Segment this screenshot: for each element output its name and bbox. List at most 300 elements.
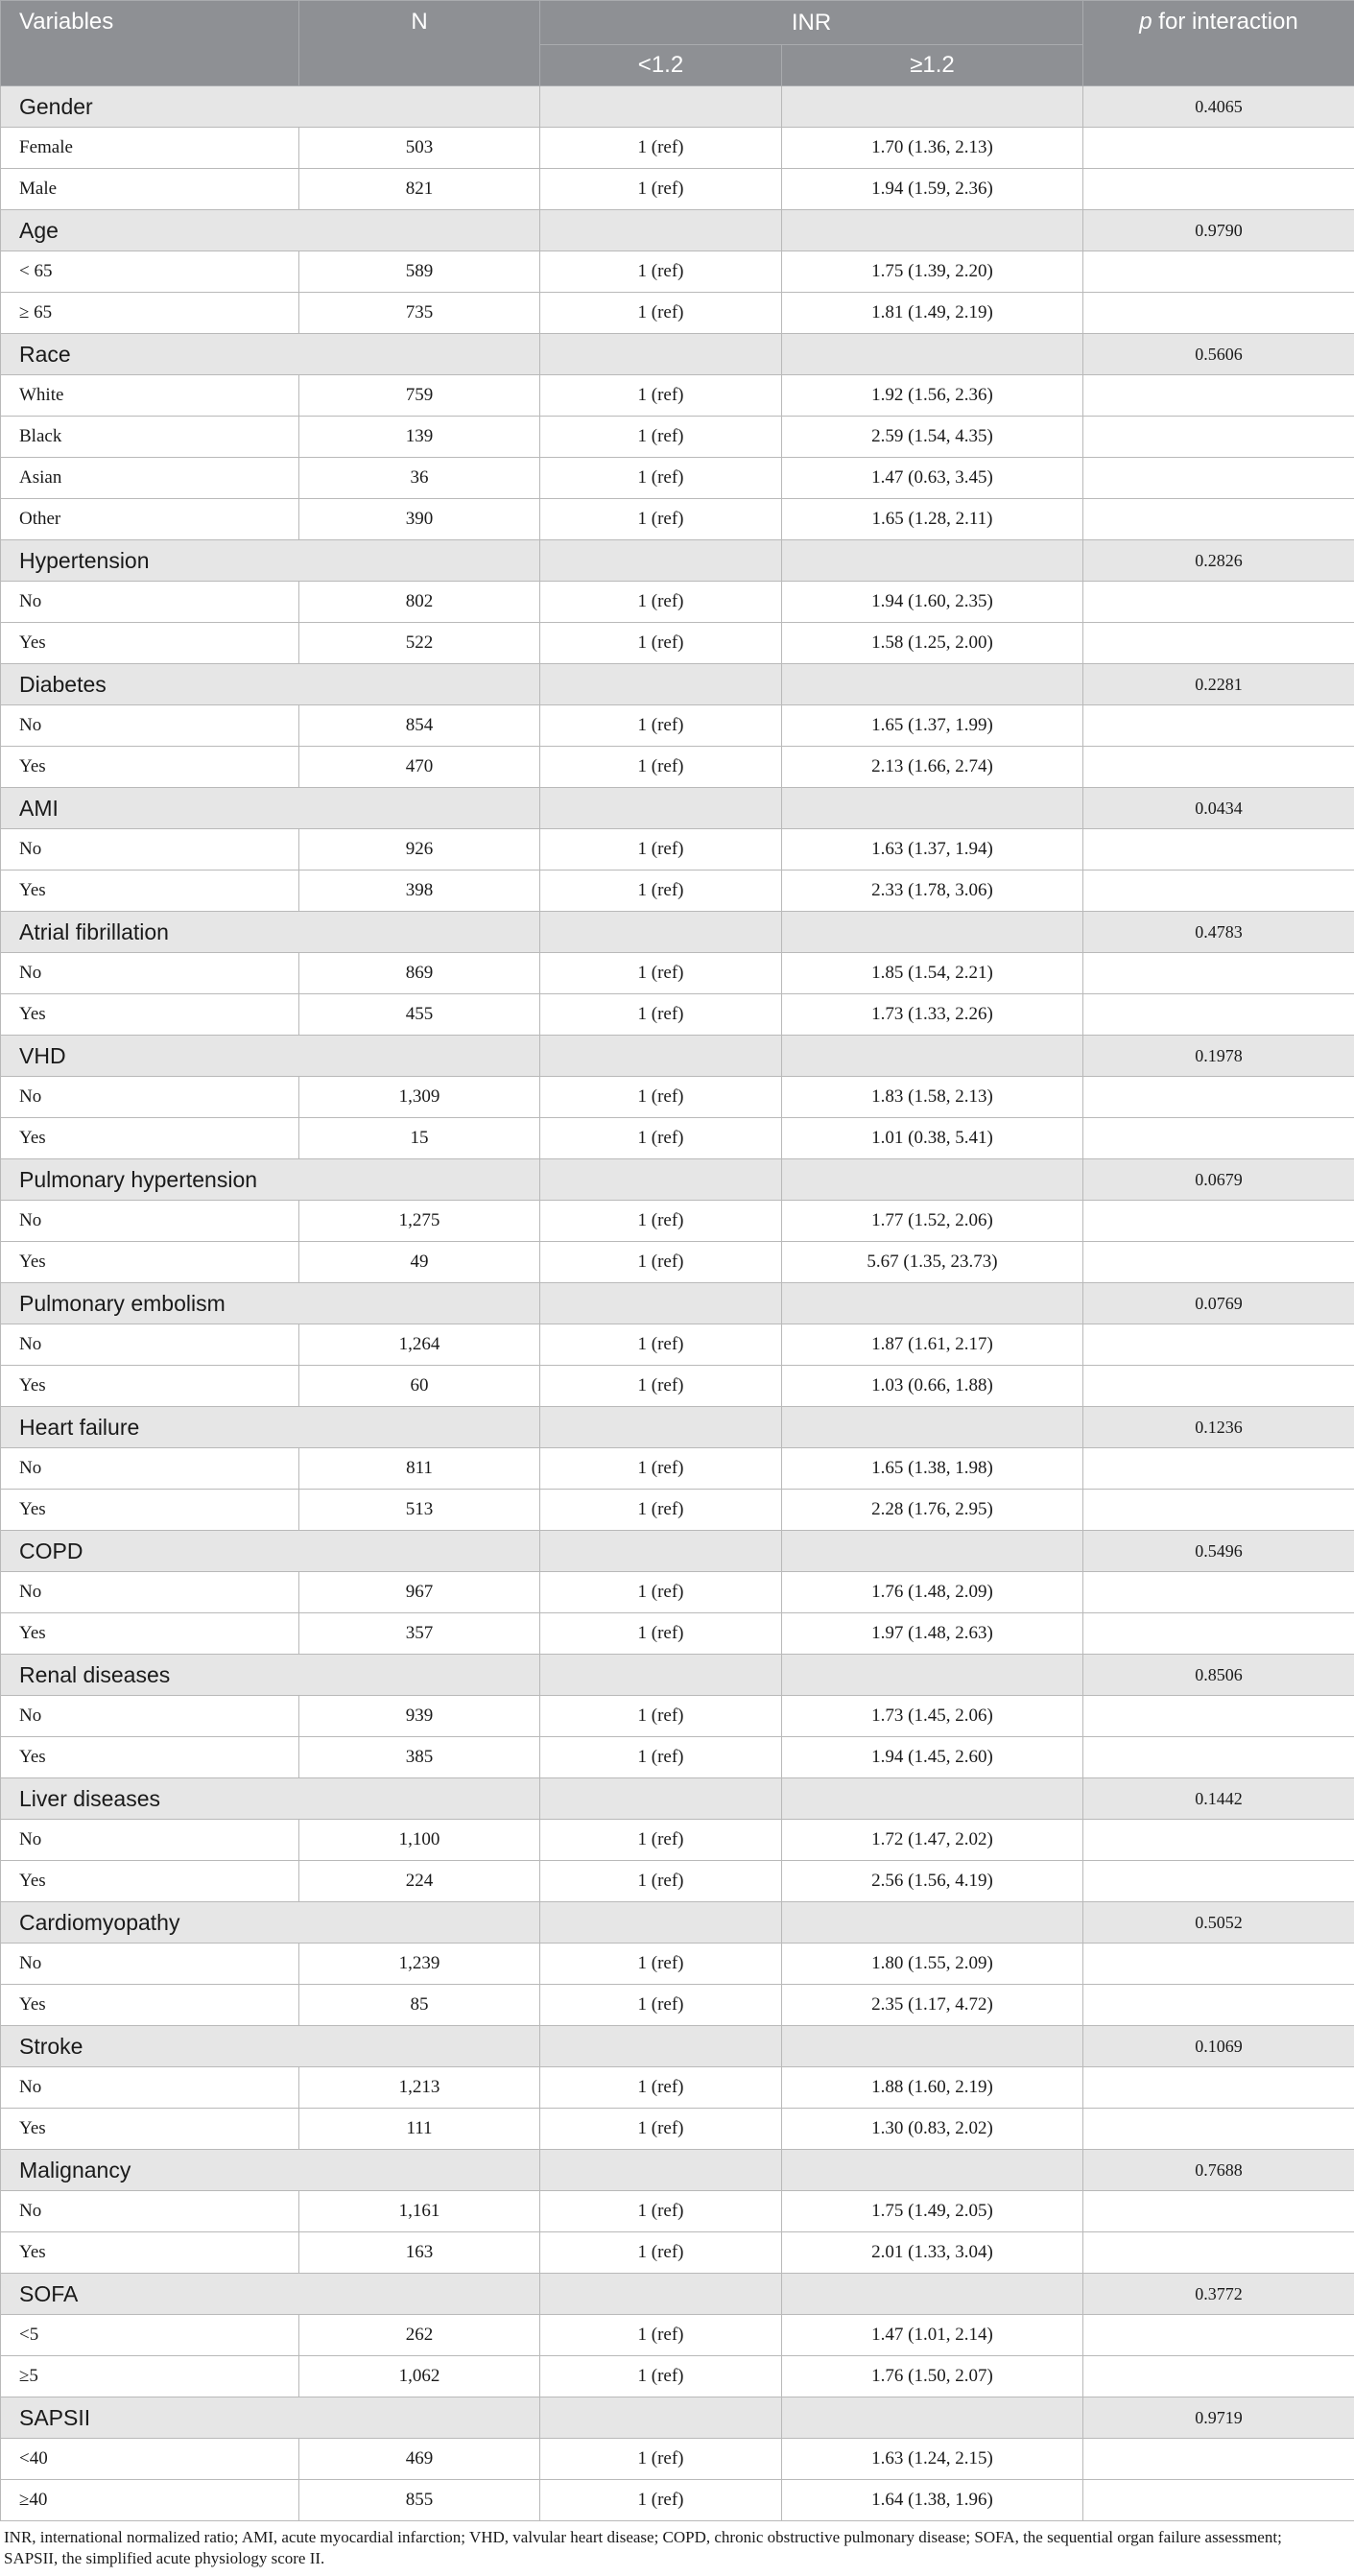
hazard-ratio-ci: 1.92 (1.56, 2.36)	[782, 375, 1083, 417]
group-spacer	[782, 334, 1083, 375]
group-name: AMI	[1, 788, 540, 829]
n-count: 390	[299, 499, 540, 540]
hazard-ratio-ci: 1.94 (1.60, 2.35)	[782, 582, 1083, 623]
group-spacer	[782, 2150, 1083, 2191]
subgroup-label: No	[1, 1944, 299, 1985]
table-row	[1, 1944, 1354, 1985]
table-row	[1, 1820, 1354, 1861]
hazard-ratio-ci: 1.97 (1.48, 2.63)	[782, 1613, 1083, 1655]
subgroup-label: < 65	[1, 251, 299, 293]
group-row	[1, 1159, 1354, 1201]
p-empty	[1083, 1490, 1354, 1531]
reference-value: 1 (ref)	[540, 251, 782, 293]
n-count: 513	[299, 1490, 540, 1531]
group-name: Atrial fibrillation	[1, 912, 540, 953]
subgroup-label: Yes	[1, 1366, 299, 1407]
subgroup-label: Yes	[1, 1985, 299, 2026]
reference-value: 1 (ref)	[540, 169, 782, 210]
group-name: Pulmonary hypertension	[1, 1159, 540, 1201]
group-spacer	[782, 540, 1083, 582]
reference-value: 1 (ref)	[540, 499, 782, 540]
group-row	[1, 664, 1354, 705]
n-count: 1,100	[299, 1820, 540, 1861]
reference-value: 1 (ref)	[540, 994, 782, 1036]
p-empty	[1083, 747, 1354, 788]
group-spacer	[782, 1902, 1083, 1944]
table-row	[1, 582, 1354, 623]
p-for-interaction: 0.3772	[1083, 2274, 1354, 2315]
p-empty	[1083, 1118, 1354, 1159]
reference-value: 1 (ref)	[540, 582, 782, 623]
subgroup-label: No	[1, 1696, 299, 1737]
subgroup-label: No	[1, 1201, 299, 1242]
table-row	[1, 2191, 1354, 2232]
n-count: 36	[299, 458, 540, 499]
subgroup-label: No	[1, 2067, 299, 2109]
group-row	[1, 86, 1354, 128]
group-row	[1, 1655, 1354, 1696]
reference-value: 1 (ref)	[540, 1490, 782, 1531]
n-count: 759	[299, 375, 540, 417]
group-row	[1, 912, 1354, 953]
subgroup-label: Yes	[1, 747, 299, 788]
subgroup-label: No	[1, 1077, 299, 1118]
hazard-ratio-ci: 1.65 (1.28, 2.11)	[782, 499, 1083, 540]
group-spacer	[540, 788, 782, 829]
reference-value: 1 (ref)	[540, 1324, 782, 1366]
p-for-interaction: 0.5496	[1083, 1531, 1354, 1572]
reference-value: 1 (ref)	[540, 2191, 782, 2232]
group-row	[1, 2150, 1354, 2191]
hazard-ratio-ci: 1.73 (1.33, 2.26)	[782, 994, 1083, 1036]
table-row	[1, 1861, 1354, 1902]
hazard-ratio-ci: 1.77 (1.52, 2.06)	[782, 1201, 1083, 1242]
group-row	[1, 788, 1354, 829]
hazard-ratio-ci: 2.28 (1.76, 2.95)	[782, 1490, 1083, 1531]
reference-value: 1 (ref)	[540, 458, 782, 499]
table-row	[1, 871, 1354, 912]
p-for-interaction: 0.1978	[1083, 1036, 1354, 1077]
p-empty	[1083, 2232, 1354, 2274]
reference-value: 1 (ref)	[540, 1985, 782, 2026]
hazard-ratio-ci: 1.47 (1.01, 2.14)	[782, 2315, 1083, 2356]
hazard-ratio-ci: 1.75 (1.49, 2.05)	[782, 2191, 1083, 2232]
table-row	[1, 1572, 1354, 1613]
n-count: 470	[299, 747, 540, 788]
table-row	[1, 2109, 1354, 2150]
hazard-ratio-ci: 1.58 (1.25, 2.00)	[782, 623, 1083, 664]
table-row	[1, 375, 1354, 417]
p-empty	[1083, 2439, 1354, 2480]
n-count: 1,264	[299, 1324, 540, 1366]
group-spacer	[782, 1036, 1083, 1077]
n-count: 735	[299, 293, 540, 334]
table-row	[1, 1201, 1354, 1242]
header-p-for-interaction	[1083, 1, 1354, 86]
table-row	[1, 1613, 1354, 1655]
group-spacer	[782, 1778, 1083, 1820]
table-row	[1, 1366, 1354, 1407]
reference-value: 1 (ref)	[540, 1242, 782, 1283]
table-row	[1, 417, 1354, 458]
hazard-ratio-ci: 1.30 (0.83, 2.02)	[782, 2109, 1083, 2150]
group-spacer	[782, 1655, 1083, 1696]
table-row	[1, 2067, 1354, 2109]
n-count: 1,309	[299, 1077, 540, 1118]
group-row	[1, 1036, 1354, 1077]
reference-value: 1 (ref)	[540, 1448, 782, 1490]
reference-value: 1 (ref)	[540, 417, 782, 458]
group-name: Hypertension	[1, 540, 540, 582]
n-count: 111	[299, 2109, 540, 2150]
subgroup-label: No	[1, 705, 299, 747]
group-spacer	[540, 1778, 782, 1820]
hazard-ratio-ci: 1.64 (1.38, 1.96)	[782, 2480, 1083, 2521]
group-row	[1, 2274, 1354, 2315]
p-for-interaction: 0.1236	[1083, 1407, 1354, 1448]
hazard-ratio-ci: 1.03 (0.66, 1.88)	[782, 1366, 1083, 1407]
group-spacer	[540, 2150, 782, 2191]
group-name: Renal diseases	[1, 1655, 540, 1696]
hazard-ratio-ci: 1.81 (1.49, 2.19)	[782, 293, 1083, 334]
group-row	[1, 540, 1354, 582]
header-variables: Variables	[1, 1, 299, 86]
group-name: Diabetes	[1, 664, 540, 705]
subgroup-label: Female	[1, 128, 299, 169]
p-for-interaction: 0.1069	[1083, 2026, 1354, 2067]
subgroup-label: Black	[1, 417, 299, 458]
p-for-interaction: 0.4783	[1083, 912, 1354, 953]
group-spacer	[782, 2397, 1083, 2439]
n-count: 1,062	[299, 2356, 540, 2397]
table-row	[1, 2480, 1354, 2521]
p-for-interaction: 0.2826	[1083, 540, 1354, 582]
hazard-ratio-ci: 1.88 (1.60, 2.19)	[782, 2067, 1083, 2109]
hazard-ratio-ci: 1.65 (1.38, 1.98)	[782, 1448, 1083, 1490]
reference-value: 1 (ref)	[540, 829, 782, 871]
hazard-ratio-ci: 1.76 (1.48, 2.09)	[782, 1572, 1083, 1613]
p-empty	[1083, 1820, 1354, 1861]
p-for-interaction: 0.9719	[1083, 2397, 1354, 2439]
group-name: Heart failure	[1, 1407, 540, 1448]
reference-value: 1 (ref)	[540, 128, 782, 169]
subgroup-label: <5	[1, 2315, 299, 2356]
hazard-ratio-ci: 2.33 (1.78, 3.06)	[782, 871, 1083, 912]
p-for-interaction: 0.1442	[1083, 1778, 1354, 1820]
p-empty	[1083, 1985, 1354, 2026]
n-count: 15	[299, 1118, 540, 1159]
table-row	[1, 705, 1354, 747]
table-row	[1, 1490, 1354, 1531]
hazard-ratio-ci: 1.75 (1.39, 2.20)	[782, 251, 1083, 293]
n-count: 139	[299, 417, 540, 458]
table-row	[1, 128, 1354, 169]
p-for-interaction: 0.8506	[1083, 1655, 1354, 1696]
p-empty	[1083, 1944, 1354, 1985]
n-count: 163	[299, 2232, 540, 2274]
reference-value: 1 (ref)	[540, 1613, 782, 1655]
subgroup-label: Yes	[1, 2109, 299, 2150]
hazard-ratio-ci: 1.65 (1.37, 1.99)	[782, 705, 1083, 747]
p-for-interaction: 0.5052	[1083, 1902, 1354, 1944]
table-row	[1, 2315, 1354, 2356]
n-count: 967	[299, 1572, 540, 1613]
group-row	[1, 1407, 1354, 1448]
footnote-line-2: SAPSII, the simplified acute physiology score II.	[4, 2549, 325, 2567]
table-row	[1, 251, 1354, 293]
group-spacer	[540, 1655, 782, 1696]
n-count: 939	[299, 1696, 540, 1737]
table-footnote	[0, 2521, 1347, 2569]
hazard-ratio-ci: 1.87 (1.61, 2.17)	[782, 1324, 1083, 1366]
p-empty	[1083, 417, 1354, 458]
subgroup-label: Other	[1, 499, 299, 540]
table-body	[1, 86, 1354, 2521]
group-spacer	[540, 1407, 782, 1448]
hazard-ratio-ci: 1.73 (1.45, 2.06)	[782, 1696, 1083, 1737]
p-for-interaction: 0.7688	[1083, 2150, 1354, 2191]
reference-value: 1 (ref)	[540, 2232, 782, 2274]
p-for-interaction: 0.0769	[1083, 1283, 1354, 1324]
group-name: Age	[1, 210, 540, 251]
group-spacer	[540, 664, 782, 705]
hazard-ratio-ci: 2.13 (1.66, 2.74)	[782, 747, 1083, 788]
reference-value: 1 (ref)	[540, 2356, 782, 2397]
table-row	[1, 2356, 1354, 2397]
group-name: Race	[1, 334, 540, 375]
hazard-ratio-ci: 1.76 (1.50, 2.07)	[782, 2356, 1083, 2397]
subgroup-label: <40	[1, 2439, 299, 2480]
group-spacer	[540, 540, 782, 582]
group-spacer	[782, 1531, 1083, 1572]
reference-value: 1 (ref)	[540, 1077, 782, 1118]
group-row	[1, 1531, 1354, 1572]
p-empty	[1083, 2191, 1354, 2232]
header-inr-low: <1.2	[540, 45, 782, 86]
n-count: 811	[299, 1448, 540, 1490]
p-empty	[1083, 953, 1354, 994]
n-count: 385	[299, 1737, 540, 1778]
group-spacer	[782, 1159, 1083, 1201]
n-count: 869	[299, 953, 540, 994]
hazard-ratio-ci: 1.72 (1.47, 2.02)	[782, 1820, 1083, 1861]
subgroup-label: No	[1, 1448, 299, 1490]
p-empty	[1083, 582, 1354, 623]
p-empty	[1083, 1077, 1354, 1118]
p-empty	[1083, 1324, 1354, 1366]
group-name: Malignancy	[1, 2150, 540, 2191]
group-row	[1, 1283, 1354, 1324]
hazard-ratio-ci: 2.56 (1.56, 4.19)	[782, 1861, 1083, 1902]
group-row	[1, 2397, 1354, 2439]
table-row	[1, 1077, 1354, 1118]
table-row	[1, 1985, 1354, 2026]
reference-value: 1 (ref)	[540, 1201, 782, 1242]
n-count: 522	[299, 623, 540, 664]
p-empty	[1083, 1861, 1354, 1902]
hazard-ratio-ci: 1.70 (1.36, 2.13)	[782, 128, 1083, 169]
hazard-ratio-ci: 2.59 (1.54, 4.35)	[782, 417, 1083, 458]
subgroup-label: No	[1, 2191, 299, 2232]
subgroup-label: No	[1, 953, 299, 994]
p-empty	[1083, 251, 1354, 293]
reference-value: 1 (ref)	[540, 623, 782, 664]
table-row	[1, 1242, 1354, 1283]
p-empty	[1083, 829, 1354, 871]
p-empty	[1083, 169, 1354, 210]
n-count: 503	[299, 128, 540, 169]
reference-value: 1 (ref)	[540, 2109, 782, 2150]
table-row	[1, 293, 1354, 334]
n-count: 455	[299, 994, 540, 1036]
subgroup-label: No	[1, 1820, 299, 1861]
p-empty	[1083, 1242, 1354, 1283]
header-inr: INR	[540, 1, 1083, 45]
group-spacer	[782, 664, 1083, 705]
hazard-ratio-ci: 1.85 (1.54, 2.21)	[782, 953, 1083, 994]
p-empty	[1083, 1696, 1354, 1737]
group-spacer	[540, 1159, 782, 1201]
n-count: 398	[299, 871, 540, 912]
p-empty	[1083, 871, 1354, 912]
table-row	[1, 994, 1354, 1036]
reference-value: 1 (ref)	[540, 1861, 782, 1902]
table-row	[1, 499, 1354, 540]
reference-value: 1 (ref)	[540, 1572, 782, 1613]
p-empty	[1083, 1613, 1354, 1655]
n-count: 60	[299, 1366, 540, 1407]
group-spacer	[782, 2026, 1083, 2067]
hazard-ratio-ci: 5.67 (1.35, 23.73)	[782, 1242, 1083, 1283]
group-spacer	[540, 2026, 782, 2067]
reference-value: 1 (ref)	[540, 1944, 782, 1985]
table-row	[1, 1696, 1354, 1737]
hazard-ratio-ci: 1.94 (1.45, 2.60)	[782, 1737, 1083, 1778]
p-empty	[1083, 1737, 1354, 1778]
subgroup-label: Asian	[1, 458, 299, 499]
group-spacer	[540, 912, 782, 953]
group-spacer	[540, 1902, 782, 1944]
group-spacer	[782, 788, 1083, 829]
n-count: 262	[299, 2315, 540, 2356]
table-row	[1, 1448, 1354, 1490]
hazard-ratio-ci: 2.35 (1.17, 4.72)	[782, 1985, 1083, 2026]
subgroup-label: Yes	[1, 994, 299, 1036]
n-count: 1,213	[299, 2067, 540, 2109]
header-inr-high: ≥1.2	[782, 45, 1083, 86]
subgroup-label: No	[1, 1324, 299, 1366]
reference-value: 1 (ref)	[540, 1366, 782, 1407]
subgroup-label: No	[1, 1572, 299, 1613]
reference-value: 1 (ref)	[540, 1118, 782, 1159]
n-count: 821	[299, 169, 540, 210]
reference-value: 1 (ref)	[540, 2480, 782, 2521]
p-for-interaction: 0.9790	[1083, 210, 1354, 251]
group-row	[1, 210, 1354, 251]
p-empty	[1083, 375, 1354, 417]
p-for-interaction: 0.0434	[1083, 788, 1354, 829]
table-row	[1, 458, 1354, 499]
subgroup-label: Yes	[1, 623, 299, 664]
table-row	[1, 829, 1354, 871]
table-row	[1, 1737, 1354, 1778]
n-count: 469	[299, 2439, 540, 2480]
subgroup-label: Yes	[1, 1490, 299, 1531]
group-name: Liver diseases	[1, 1778, 540, 1820]
hazard-ratio-ci: 1.47 (0.63, 3.45)	[782, 458, 1083, 499]
group-spacer	[540, 1283, 782, 1324]
subgroup-label: Yes	[1, 1613, 299, 1655]
p-empty	[1083, 1366, 1354, 1407]
subgroup-label: White	[1, 375, 299, 417]
reference-value: 1 (ref)	[540, 375, 782, 417]
p-empty	[1083, 293, 1354, 334]
p-empty	[1083, 499, 1354, 540]
group-spacer	[782, 1283, 1083, 1324]
table-row	[1, 623, 1354, 664]
table-row	[1, 1118, 1354, 1159]
table-row	[1, 1324, 1354, 1366]
hazard-ratio-ci: 1.63 (1.24, 2.15)	[782, 2439, 1083, 2480]
n-count: 802	[299, 582, 540, 623]
group-spacer	[782, 210, 1083, 251]
group-spacer	[782, 2274, 1083, 2315]
subgroup-label: ≥40	[1, 2480, 299, 2521]
group-name: SOFA	[1, 2274, 540, 2315]
table-header	[1, 1, 1354, 86]
group-name: SAPSII	[1, 2397, 540, 2439]
n-count: 855	[299, 2480, 540, 2521]
group-spacer	[782, 1407, 1083, 1448]
header-p-rest: for interaction	[1152, 9, 1298, 35]
n-count: 1,161	[299, 2191, 540, 2232]
group-name: Pulmonary embolism	[1, 1283, 540, 1324]
p-empty	[1083, 128, 1354, 169]
group-row	[1, 1902, 1354, 1944]
table-row	[1, 747, 1354, 788]
group-name: Stroke	[1, 2026, 540, 2067]
reference-value: 1 (ref)	[540, 1820, 782, 1861]
p-empty	[1083, 623, 1354, 664]
group-spacer	[540, 334, 782, 375]
p-for-interaction: 0.2281	[1083, 664, 1354, 705]
footnote-line-1: INR, international normalized ratio; AMI, acute myocardial infarction; VHD, valvular heart disease; COPD, chronic obstructive pulmonary disease; SOFA, the sequential organ failure assessment;	[4, 2528, 1282, 2546]
subgroup-label: Yes	[1, 1118, 299, 1159]
p-for-interaction: 0.5606	[1083, 334, 1354, 375]
reference-value: 1 (ref)	[540, 953, 782, 994]
group-name: VHD	[1, 1036, 540, 1077]
table-row	[1, 169, 1354, 210]
n-count: 1,239	[299, 1944, 540, 1985]
hazard-ratio-ci: 1.63 (1.37, 1.94)	[782, 829, 1083, 871]
group-spacer	[782, 912, 1083, 953]
subgroup-label: Yes	[1, 1737, 299, 1778]
hazard-ratio-ci: 2.01 (1.33, 3.04)	[782, 2232, 1083, 2274]
reference-value: 1 (ref)	[540, 1737, 782, 1778]
group-name: COPD	[1, 1531, 540, 1572]
subgroup-label: ≥ 65	[1, 293, 299, 334]
p-empty	[1083, 2356, 1354, 2397]
group-spacer	[540, 1531, 782, 1572]
p-for-interaction: 0.4065	[1083, 86, 1354, 128]
hazard-ratio-ci: 1.94 (1.59, 2.36)	[782, 169, 1083, 210]
group-name: Gender	[1, 86, 540, 128]
n-count: 357	[299, 1613, 540, 1655]
n-count: 854	[299, 705, 540, 747]
p-empty	[1083, 994, 1354, 1036]
group-row	[1, 1778, 1354, 1820]
group-row	[1, 2026, 1354, 2067]
